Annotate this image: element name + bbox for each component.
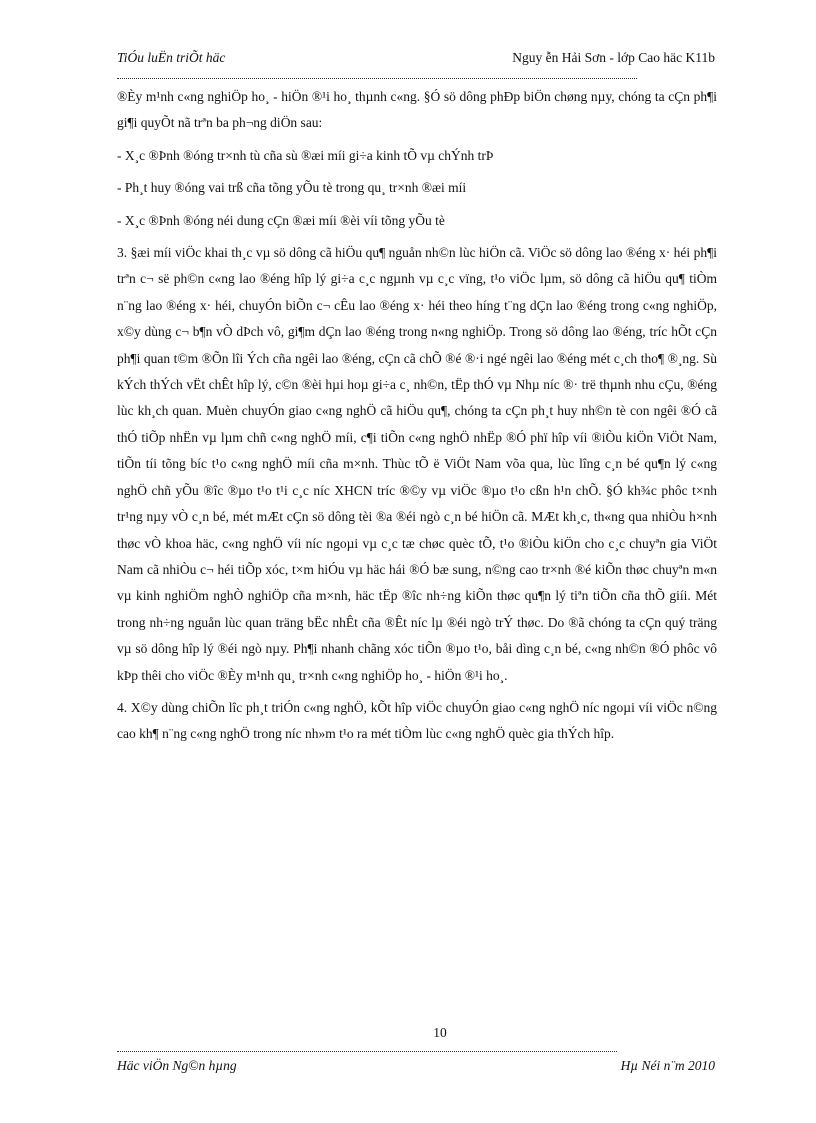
body-paragraph: 4. X©y dùng chiÕn lîc ph¸t triÓn c«ng nghÖ, kÕt hîp viÖc chuyÓn giao c«ng nghÖ níc ngoµi víi viÖc n©ng cao kh¶ n¨ng c«ng nghÖ trong níc nh»m t¹o ra mét tiÒm lùc c«ng nghÖ quèc gia thÝch hîp. [117, 699, 717, 742]
footer-place-date: Hµ Néi n¨m 2010 [620, 1058, 715, 1073]
header-divider [117, 78, 637, 79]
body-paragraph: 3. §æi míi viÖc khai th¸c vµ sö dông cã hiÖu qu¶ nguån nh©n lùc hiÖn cã. ViÖc sö dông lao ®éng x· héi ph¶i trªn c¬ së ph©n c«ng lao ®éng hîp lý gi÷a c¸c ngµnh vµ c¸c vïng, t¹o viÖc lµm, sö dông cã hiÖu qu¶ tiÒm n¨ng lao ®éng x· héi, chuyÓn biÕn c¬ cÊu lao ®éng x· héi theo híng t¨ng dÇn lao ®éng trong c«ng nghiÖp, x©y dùng c¬ b¶n vÒ dÞch vô, gi¶m dÇn lao ®éng trong n«ng nghiÖp. Trong sö dông lao ®éng, tríc hÕt cÇn ph¶i quan t©m ®Õn lîi Ých cña ngêi lao ®éng, cÇn cã chÕ ®é ®·i ngé ngêi lao ®éng mét c¸ch tho¶ ®¸ng. Sù kÝch thÝch vËt chÊt hîp lý, c©n ®èi hµi hoµ gi÷a c¸ nh©n, tËp thÓ vµ Nhµ níc ®· trë thµnh nhu cÇu, ®éng lùc kh¸ch quan. Muèn chuyÓn giao c«ng nghÖ cã hiÖu qu¶, chóng ta cÇn ph¸t huy nh©n tè con ngêi ®Ó cã thÓ tiÕp nhËn vµ lµm chñ c«ng nghÖ míi, c¶i tiÕn c«ng nghÖ nhËp ®Ó phï hîp víi ®iÒu kiÖn ViÖt Nam, tiÕn tíi tõng bíc t¹o c«ng nghÖ míi cña m×nh. Thùc tÕ ë ViÖt Nam võa qua, lùc lîng c¸n bé qu¶n lý c«ng nghÖ chñ yÕu ®îc ®µo t¹o t¹i c¸c níc XHCN tríc ®©y vµ viÖc ®µo t¹o cßn h¹n chÕ. §Ó kh¾c phôc t×nh tr¹ng nµy vÒ c¸n bé, mét mÆt cÇn sö dông tèi ®a ®éi ngò c¸n bé hiÖn cã. MÆt kh¸c, th«ng qua nhiÒu h×nh thøc vÒ khoa häc, c«ng nghÖ víi níc ngoµi vµ c¸c tæ chøc quèc tÕ, t¹o ®iÒu kiÖn cho c¸c chuyªn gia ViÖt Nam cã nhiÒu c¬ héi tiÕp xóc, t×m hiÓu vµ häc hái ®Ó bæ sung, n©ng cao tr×nh ®é kiÕn thøc chuyªn m«n vµ kinh nghiÖm nghÒ nghiÖp cña m×nh, häc tËp ®îc nh÷ng kiÕn thøc qu¶n lý tiªn tiÕn cña thÕ giíi. Mét trong nh÷ng nguån lùc quan träng bËc nhÊt cña ®Êt níc lµ ®éi ngò trÝ thøc. Do ®ã chóng ta cÇn quý träng vµ sö dông hîp lý ®éi ngò nµy. Ph¶i nhanh chãng xóc tiÕn ®µo t¹o, båi dìng c¸n bé, c«ng nh©n ®Ó phôc vô kÞp thêi cho viÖc ®Èy m¹nh qu¸ tr×nh c«ng nghiÖp ho¸ - hiÖn ®¹i ho¸. [117, 245, 717, 683]
body-paragraph: ®Èy m¹nh c«ng nghiÖp ho¸ - hiÖn ®¹i ho¸ thµnh c«ng. §Ó sö dông phÐp biÖn chøng nµy, chóng ta cÇn ph¶i gi¶i quyÕt nã trªn ba ph¬ng diÖn sau: [117, 89, 717, 131]
page-header [117, 50, 715, 70]
list-item: - X¸c ®Þnh ®óng tr×nh tù cña sù ®æi míi gi÷a kinh tÕ vµ chÝnh trÞ [117, 147, 494, 163]
list-item: - X¸c ®Þnh ®óng néi dung cÇn ®æi míi ®èi víi tõng yÕu tè [117, 212, 445, 228]
page-footer [117, 1058, 715, 1078]
footer-divider [117, 1051, 617, 1052]
page-number: 10 [433, 1025, 447, 1040]
header-title: TiÓu luËn triÕt häc [117, 50, 226, 65]
footer-institution: Häc viÖn Ng©n hµng [117, 1058, 237, 1073]
header-author: Nguy ễn Hải Sơn - lớp Cao häc K11b [512, 50, 715, 65]
list-item: - Ph¸t huy ®óng vai trß cña tõng yÕu tè trong qu¸ tr×nh ®æi míi [117, 180, 467, 196]
page-body [117, 84, 717, 748]
